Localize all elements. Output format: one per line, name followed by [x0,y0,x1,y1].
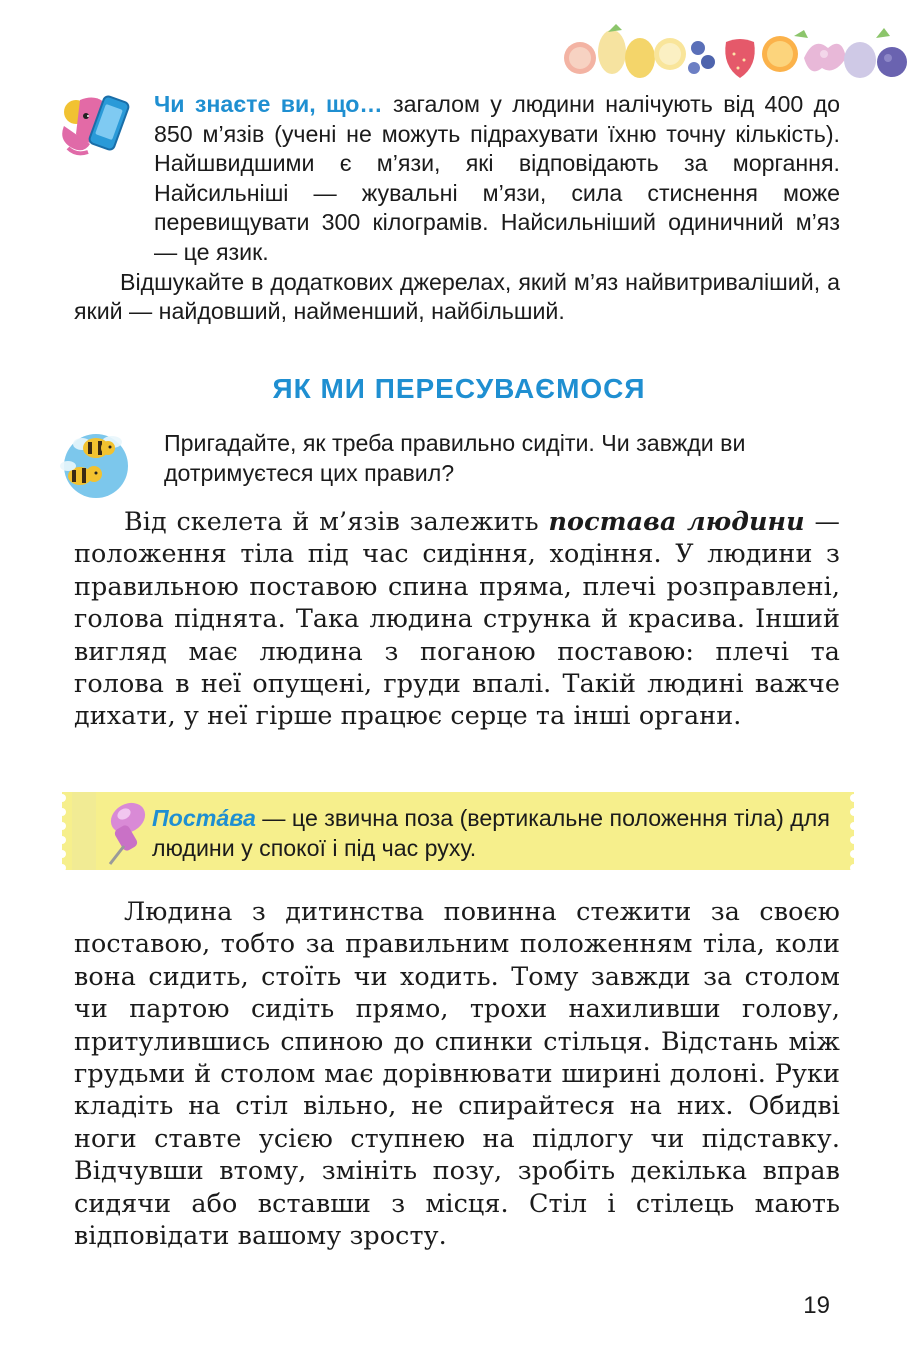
fact-lead: Чи знаєте ви, що… [154,91,383,117]
fact-paragraph [74,90,840,268]
fact-task: Відшукайте в додаткових джерелах, який м’яз найвитриваліший, а який — найдовший, найменший, найбільший. [74,268,840,325]
page-number: 19 [803,1292,830,1319]
fact-text: загалом у людини налічують від 400 до 850 м’язів (учені не можуть підрахувати їхню точну кількість). Найшвидшими є м’язи, які відповідають за моргання. Найсильніші — жувальні м’язи, сила стиснення може перевищувати 300 кілограмів. Найсильніший одиничний м’яз — це язик. [154,91,841,265]
question-text: Пригадайте, як треба правильно сидіти. Чи завжди ви дотримуєтеся цих правил? [164,430,746,486]
definition-body: — це звична поза (вертикальне положення тіла) для людини у спокої і під час руху. [152,805,830,861]
paragraph-posture [74,505,840,732]
definition-text [152,803,832,863]
section-title: ЯК МИ ПЕРЕСУВАЄМОСЯ [272,373,646,404]
posture-term: постава людини [548,506,805,536]
fact-block [74,90,840,327]
paragraph-posture-after: — положення тіла під час сидіння, ходіння. У людини з правильною поставою спина пряма, плечі розправлені, голова піднята. Така людина струнка й красива. Інший вигляд має людина з поганою поставою: плечі та голова в неї опущені, груди впалі. Такій людині важче дихати, у неї гірше працює серце та інші органи. [74,506,840,731]
paragraph-posture-before: Від скелета й м’язів залежить [124,506,549,536]
paragraph-rules [74,895,840,1251]
paragraph-rules-text: Людина з дитинства повинна стежити за своєю поставою, тобто за правильним положенням тіла, коли вона сидить, стоїть чи ходить. Тому завжди за столом чи партою сидіть прямо, трохи нахиливши голову, притулившись спиною до спинки стільця. Відстань між грудьми й столом має дорівнювати ширині долоні. Руки кладіть на стіл вільно, не спирайтеся на них. Обидві ноги ставте усією ступнею на підлогу чи підставку. Відчувши втому, змініть позу, зробіть декілька вправ сидячи або вставши з місця. Стіл і стілець мають відповідати вашому зросту. [74,896,840,1251]
fruits-decoration-icon [558,18,918,88]
bees-icon [58,426,136,500]
definition-term: Постáва [152,805,256,831]
paragraph-posture-text [74,505,840,732]
